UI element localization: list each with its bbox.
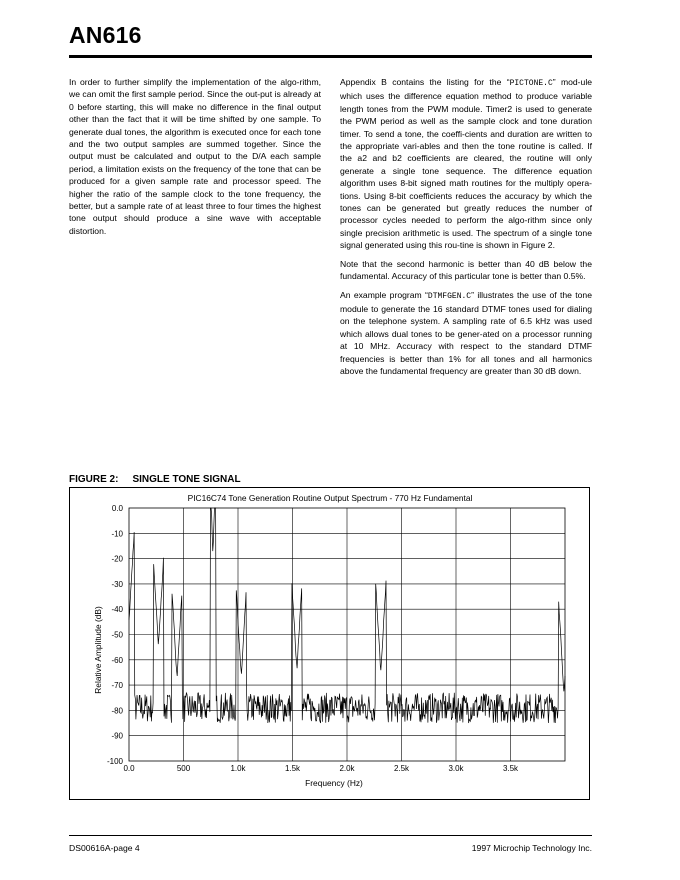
y-axis-label: Relative Amplitude (dB): [93, 606, 103, 694]
chart-ticks: [107, 504, 519, 773]
x-axis-label: Frequency (Hz): [305, 778, 363, 788]
x-tick-label: 500: [176, 764, 191, 773]
right-p1-text-b: ” mod-ule which uses the difference equation method to produce variable length tones from the PWM module. Timer2 is used to generate the PWM period as well as the sample clock and tone duration timer. To send a tone, the coeffi-cients and duration are written to the appropriate vari-ables and then the tone routine is called. If the a2 and b2 coefficients are cleared, the routine will only generate a single tone sequence. The difference equation algorithm uses 8-bit signed math routines for the multiply opera-tions. Using 8-bit coefficients reduces the accuracy by which the tones can be generated but greatly reduces the number of processor cycles needed to perform the algo-rithm since only single precision arithmetic is used. The spectrum of a single tone signal generated using this rou-tine is shown in Figure 2.: [340, 77, 593, 251]
y-tick-label: -70: [111, 681, 123, 691]
y-tick-label: -10: [111, 529, 123, 539]
y-tick-label: -40: [111, 605, 123, 615]
chart-title: PIC16C74 Tone Generation Routine Output Spectrum - 770 Hz Fundamental: [187, 493, 473, 503]
x-tick-label: 1.0k: [230, 764, 246, 773]
x-tick-label: 0.0: [123, 764, 135, 773]
document-title: AN616: [69, 22, 142, 48]
y-tick-label: -30: [111, 579, 123, 589]
spectrum-chart: [70, 488, 591, 801]
right-column: [340, 76, 592, 383]
y-tick-label: -100: [106, 757, 123, 766]
x-tick-label: 3.0k: [448, 764, 464, 773]
left-column: [69, 76, 321, 243]
left-paragraph-1: In order to further simplify the implementation of the algo-rithm, we can omit the first sample period. Since the out-put is already at 0 before starting, this will make no difference in the final output other than the fact that it will be time shifted by one sample. To generate dual tones, the algorithm is executed once for each tone and the two output samples are summed together. Since the output must be calculated and output to the D/A each sample period, a limitation exists on the frequency of the tone that can be produced for a given sample rate and processor speed. The higher the ratio of the sample clock to the tone frequency, the better, but a sample rate of at least three to four times the highest tone output should produce a sine wave with acceptable distortion.: [69, 77, 321, 236]
y-tick-label: -50: [111, 630, 123, 640]
y-tick-label: -80: [111, 706, 123, 716]
header-rule: [69, 55, 592, 58]
right-p3-text-a: An example program “: [340, 289, 428, 300]
dtmfgen-code: DTMFGEN.C: [427, 291, 472, 301]
y-tick-label: -90: [111, 731, 123, 741]
right-paragraph-1: [340, 76, 592, 252]
footer-copyright: 1997 Microchip Technology Inc.: [471, 843, 592, 853]
right-p1-text-a: Appendix B contains the listing for the “: [340, 77, 510, 87]
y-tick-label: -20: [111, 554, 123, 564]
y-tick-label: 0.0: [111, 504, 123, 513]
x-tick-label: 1.5k: [284, 764, 301, 773]
pictone-code: PICTONE.C: [509, 79, 553, 88]
y-tick-label: -60: [111, 655, 123, 665]
figure-box: [69, 487, 590, 800]
footer-page-id: DS00616A-page 4: [69, 843, 140, 853]
footer-rule: [69, 835, 592, 836]
right-paragraph-2: Note that the second harmonic is better than 40 dB below the fundamental. Accuracy of this particular tone is better than 0.5%.: [340, 258, 592, 282]
chart-grid: [129, 508, 565, 761]
right-paragraph-3: [340, 289, 592, 378]
figure-label: FIGURE 2:: [69, 474, 119, 485]
figure-title: SINGLE TONE SIGNAL: [132, 474, 241, 485]
x-tick-label: 2.0k: [339, 764, 355, 773]
figure-caption: [69, 474, 241, 485]
right-p3-text-b: ” illustrates the use of the tone module to generate the 16 standard DTMF tones used for dialing on the telephone system. A sampling rate of 6.5 kHz was used which allows dual tones to be gener-ated on a processor running at 10 MHz. Accuracy with respect to the standard DTMF frequencies is better than 1% for all tones and all harmonics above the fundamental frequency are greater than 30 dB down.: [340, 289, 592, 376]
x-tick-label: 2.5k: [393, 764, 410, 773]
x-tick-label: 3.5k: [502, 764, 519, 773]
